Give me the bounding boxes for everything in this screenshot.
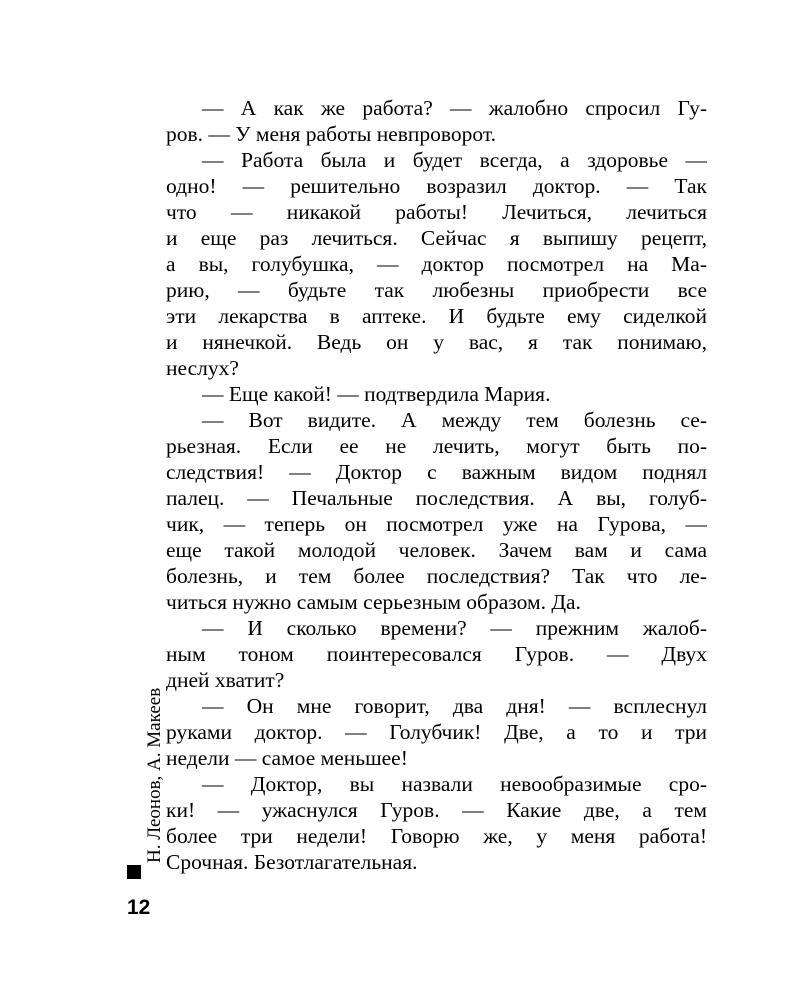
running-head-author: Н. Леонов, А. Макеев — [144, 687, 165, 863]
text-line: неслух? — [166, 356, 239, 380]
text-line: и нянечкой. Ведь он у вас, я так понимаю, — [166, 330, 707, 354]
text-line: — А как же работа? — жалобно спросил Гу- — [202, 96, 707, 120]
text-line: и еще раз лечиться. Сейчас я выпишу рецепт, — [166, 226, 707, 250]
text-line: ров. — У меня работы невпроворот. — [166, 122, 497, 146]
text-line: читься нужно самым серьезным образом. Да. — [166, 590, 581, 614]
text-line: — Еще какой! — подтвердила Мария. — [202, 382, 551, 406]
text-line: более три недели! Говорю же, у меня работа! — [166, 824, 707, 848]
body-text — [166, 95, 707, 875]
text-line: — И сколько времени? — прежним жалоб- — [202, 616, 707, 640]
text-line: палец. — Печальные последствия. А вы, голуб- — [166, 486, 707, 510]
text-line: ным тоном поинтересовался Гуров. — Двух — [166, 642, 707, 666]
text-line: Срочная. Безотлагательная. — [166, 850, 418, 874]
text-line: — Доктор, вы назвали невообразимые сро- — [202, 772, 707, 796]
page-number: 12 — [127, 896, 151, 919]
text-line: — Работа была и будет всегда, а здоровье — — [202, 148, 707, 172]
text-line: что — никакой работы! Лечиться, лечиться — [166, 200, 707, 224]
text-line: болезнь, и тем более последствия? Так что ле- — [166, 564, 707, 588]
text-line: — Он мне говорит, два дня! — всплеснул — [202, 694, 707, 718]
text-line: чик, — теперь он посмотрел уже на Гурова, — — [166, 512, 707, 536]
text-line: следствия! — Доктор с важным видом поднял — [166, 460, 707, 484]
text-line: одно! — решительно возразил доктор. — Так — [166, 174, 707, 198]
text-line: а вы, голубушка, — доктор посмотрел на Ма- — [166, 252, 707, 276]
text-line: ки! — ужаснулся Гуров. — Какие две, а тем — [166, 798, 707, 822]
text-line: рию, — будьте так любезны приобрести все — [166, 278, 707, 302]
running-head-marker — [127, 865, 141, 879]
text-line: эти лекарства в аптеке. И будьте ему сиделкой — [166, 304, 707, 328]
text-line: еще такой молодой человек. Зачем вам и сама — [166, 538, 707, 562]
text-line: недели — самое меньшее! — [166, 746, 408, 770]
text-line: дней хватит? — [166, 668, 285, 692]
text-line: — Вот видите. А между тем болезнь се- — [202, 408, 707, 432]
text-line: руками доктор. — Голубчик! Две, а то и три — [166, 720, 707, 744]
text-line: рьезная. Если ее не лечить, могут быть по- — [166, 434, 707, 458]
